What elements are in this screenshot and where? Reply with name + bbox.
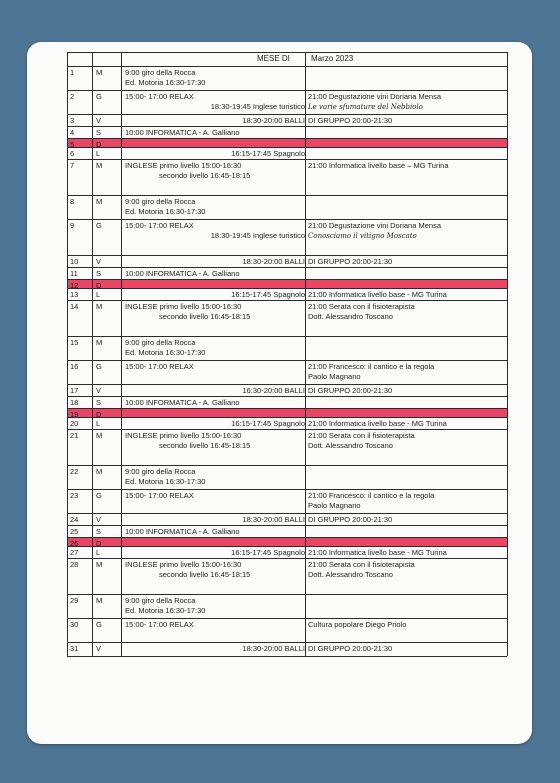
table-row bbox=[67, 336, 507, 361]
evening-event: DI GRUPPO 20:00-21:30 bbox=[308, 116, 393, 125]
evening-event-detail: Conosciamo il vitigno Moscato bbox=[308, 232, 417, 240]
activity-primary: 10:00 INFORMATICA - A. Galliano bbox=[125, 128, 240, 137]
activity-primary: 9:00 giro della Rocca bbox=[125, 197, 196, 206]
evening-event-detail: Dott. Alessandro Toscano bbox=[308, 441, 393, 450]
activity-secondary: 18:30-19:45 Inglese turistico bbox=[210, 231, 305, 240]
day-number: 7 bbox=[70, 161, 75, 170]
activity-secondary: Ed. Motoria 16:30-17:30 bbox=[125, 477, 206, 486]
month-value: Marzo 2023 bbox=[311, 54, 354, 63]
activity-primary: 18:30-20:00 BALLI bbox=[242, 257, 305, 266]
evening-event: DI GRUPPO 20:00-21:30 bbox=[308, 386, 393, 395]
column-divider bbox=[67, 52, 68, 656]
activity-primary: INGLESE primo livello 15:00-16:30 bbox=[125, 560, 242, 569]
day-number: 9 bbox=[70, 221, 75, 230]
evening-event: 21:00 Francesco: il cantico e la regola bbox=[308, 362, 435, 371]
day-number: 4 bbox=[70, 128, 75, 137]
weekday: V bbox=[96, 386, 102, 395]
table-row bbox=[67, 429, 507, 466]
weekday: L bbox=[96, 290, 101, 299]
activity-primary: 10:00 INFORMATICA - A. Galliano bbox=[125, 527, 240, 536]
weekday: D bbox=[96, 140, 102, 149]
activity-primary: 15:00- 17:00 RELAX bbox=[125, 92, 194, 101]
column-divider bbox=[92, 52, 93, 656]
day-number: 14 bbox=[70, 302, 79, 311]
evening-event-detail: Paolo Magnano bbox=[308, 372, 361, 381]
weekday: L bbox=[96, 149, 101, 158]
day-number: 28 bbox=[70, 560, 79, 569]
table-row bbox=[67, 642, 507, 657]
activity-primary: 18:30-20:00 BALLI bbox=[242, 116, 305, 125]
day-number: 15 bbox=[70, 338, 79, 347]
activity-primary: 16:15-17:45 Spagnolo bbox=[231, 149, 305, 158]
activity-secondary: secondo livello 16:45-18:15 bbox=[159, 570, 251, 579]
table-row bbox=[67, 300, 507, 337]
table-row bbox=[67, 195, 507, 220]
day-number: 27 bbox=[70, 548, 79, 557]
table-row bbox=[67, 618, 507, 643]
weekday: M bbox=[96, 596, 103, 605]
schedule-table bbox=[67, 52, 507, 657]
evening-event-detail: Paolo Magnano bbox=[308, 501, 361, 510]
day-number: 10 bbox=[70, 257, 79, 266]
day-number: 11 bbox=[70, 269, 78, 278]
table-row bbox=[67, 489, 507, 514]
day-number: 24 bbox=[70, 515, 79, 524]
activity-primary: 9:00 giro della Rocca bbox=[125, 467, 196, 476]
activity-secondary: Ed. Motoria 16:30-17:30 bbox=[125, 606, 206, 615]
weekday: S bbox=[96, 398, 102, 407]
day-number: 17 bbox=[70, 386, 79, 395]
activity-secondary: Ed. Motoria 16:30-17:30 bbox=[125, 207, 206, 216]
day-number: 5 bbox=[70, 140, 75, 149]
day-number: 26 bbox=[70, 539, 79, 548]
day-number: 13 bbox=[70, 290, 79, 299]
activity-secondary: 18:30-19:45 Inglese turistico bbox=[210, 102, 305, 111]
activity-primary: 15:00- 17:00 RELAX bbox=[125, 221, 194, 230]
evening-event-detail: Dott. Alessandro Toscano bbox=[308, 570, 393, 579]
day-number: 30 bbox=[70, 620, 79, 629]
activity-secondary: secondo livello 16:45-18:15 bbox=[159, 312, 251, 321]
day-number: 8 bbox=[70, 197, 75, 206]
activity-primary: 18:30-20:00 BALLI bbox=[242, 644, 305, 653]
weekday: L bbox=[96, 548, 101, 557]
table-header bbox=[67, 52, 507, 67]
table-row bbox=[67, 594, 507, 619]
weekday: M bbox=[96, 338, 103, 347]
evening-event: 21:00 Serata con il fisioterapista bbox=[308, 560, 415, 569]
evening-event-detail: Le varie sfumature del Nebbiolo bbox=[308, 103, 423, 111]
day-number: 1 bbox=[70, 68, 75, 77]
month-label: MESE DI bbox=[257, 54, 290, 63]
weekday: L bbox=[96, 419, 101, 428]
activity-primary: 9:00 giro della Rocca bbox=[125, 596, 196, 605]
weekday: D bbox=[96, 539, 102, 548]
day-number: 18 bbox=[70, 398, 79, 407]
table-row bbox=[67, 219, 507, 256]
activity-primary: 16:15-17:45 Spagnolo bbox=[231, 419, 305, 428]
weekday: G bbox=[96, 221, 102, 230]
table-row bbox=[67, 465, 507, 490]
activity-secondary: secondo livello 16:45-18:15 bbox=[159, 171, 251, 180]
day-number: 2 bbox=[70, 92, 75, 101]
evening-event: DI GRUPPO 20:00-21:30 bbox=[308, 257, 393, 266]
column-divider bbox=[305, 52, 306, 656]
table-row bbox=[67, 360, 507, 385]
weekday: V bbox=[96, 644, 102, 653]
evening-event: Cultura popolare Diego Priolo bbox=[308, 620, 407, 629]
evening-event: DI GRUPPO 20:00-21:30 bbox=[308, 644, 393, 653]
table-row bbox=[67, 90, 507, 115]
evening-event: 21:00 Informatica livello base – MG Turina bbox=[308, 161, 449, 170]
day-number: 23 bbox=[70, 491, 79, 500]
day-number: 25 bbox=[70, 527, 79, 536]
weekday: G bbox=[96, 620, 102, 629]
day-number: 3 bbox=[70, 116, 75, 125]
activity-primary: 10:00 INFORMATICA - A. Galliano bbox=[125, 398, 240, 407]
activity-primary: 9:00 giro della Rocca bbox=[125, 338, 196, 347]
weekday: D bbox=[96, 281, 102, 290]
activity-primary: 9:00 giro della Rocca bbox=[125, 68, 196, 77]
weekday: S bbox=[96, 269, 102, 278]
table-row bbox=[67, 558, 507, 595]
table-bottom-border bbox=[67, 656, 507, 657]
evening-event: 21:00 Informatica livello base - MG Turina bbox=[308, 419, 447, 428]
evening-event: 21:00 Informatica livello base - MG Turina bbox=[308, 548, 447, 557]
activity-primary: 16:15-17:45 Spagnolo bbox=[231, 548, 305, 557]
activity-secondary: Ed. Motoria 16:30-17:30 bbox=[125, 348, 206, 357]
schedule-sheet bbox=[27, 42, 532, 744]
weekday: M bbox=[96, 302, 103, 311]
column-divider bbox=[507, 52, 508, 656]
evening-event-detail: Dott. Alessandro Toscano bbox=[308, 312, 393, 321]
evening-event: 21:00 Francesco: il cantico e la regola bbox=[308, 491, 435, 500]
day-number: 19 bbox=[70, 410, 79, 419]
column-divider bbox=[121, 52, 122, 656]
activity-primary: 16:30-20:00 BALLI bbox=[242, 386, 305, 395]
activity-primary: 15:00- 17:00 RELAX bbox=[125, 620, 194, 629]
weekday: V bbox=[96, 515, 102, 524]
evening-event: 21:00 Degustazione vini Doriana Mensa bbox=[308, 221, 441, 230]
weekday: M bbox=[96, 431, 103, 440]
evening-event: 21:00 Serata con il fisioterapista bbox=[308, 302, 415, 311]
weekday: M bbox=[96, 560, 103, 569]
day-number: 16 bbox=[70, 362, 79, 371]
evening-event: 21:00 Informatica livello base - MG Turina bbox=[308, 290, 447, 299]
weekday: M bbox=[96, 467, 103, 476]
day-number: 31 bbox=[70, 644, 79, 653]
day-number: 22 bbox=[70, 467, 79, 476]
weekday: M bbox=[96, 68, 103, 77]
day-number: 29 bbox=[70, 596, 79, 605]
weekday: S bbox=[96, 128, 102, 137]
day-number: 6 bbox=[70, 149, 75, 158]
weekday: G bbox=[96, 362, 102, 371]
day-number: 21 bbox=[70, 431, 79, 440]
activity-primary: 15:00- 17:00 RELAX bbox=[125, 491, 194, 500]
weekday: G bbox=[96, 491, 102, 500]
weekday: M bbox=[96, 197, 103, 206]
activity-secondary: Ed. Motoria 16:30-17:30 bbox=[125, 78, 206, 87]
day-number: 20 bbox=[70, 419, 79, 428]
activity-primary: INGLESE primo livello 15:00-16:30 bbox=[125, 161, 242, 170]
activity-primary: 10:00 INFORMATICA - A. Galliano bbox=[125, 269, 240, 278]
day-number: 12 bbox=[70, 281, 79, 290]
weekday: V bbox=[96, 116, 102, 125]
evening-event: DI GRUPPO 20:00-21:30 bbox=[308, 515, 393, 524]
weekday: G bbox=[96, 92, 102, 101]
weekday: V bbox=[96, 257, 102, 266]
evening-event: 21:00 Degustazione vini Doriana Mensa bbox=[308, 92, 441, 101]
weekday: D bbox=[96, 410, 102, 419]
activity-primary: 15:00- 17:00 RELAX bbox=[125, 362, 194, 371]
weekday: M bbox=[96, 161, 103, 170]
weekday: S bbox=[96, 527, 102, 536]
table-row bbox=[67, 66, 507, 91]
activity-primary: 16:15-17:45 Spagnolo bbox=[231, 290, 305, 299]
evening-event: 21:00 Serata con il fisioterapista bbox=[308, 431, 415, 440]
activity-primary: INGLESE primo livello 15:00-16:30 bbox=[125, 302, 242, 311]
table-row bbox=[67, 159, 507, 196]
activity-primary: INGLESE primo livello 15:00-16:30 bbox=[125, 431, 242, 440]
activity-secondary: secondo livello 16:45-18:15 bbox=[159, 441, 251, 450]
activity-primary: 18:30-20:00 BALLI bbox=[242, 515, 305, 524]
